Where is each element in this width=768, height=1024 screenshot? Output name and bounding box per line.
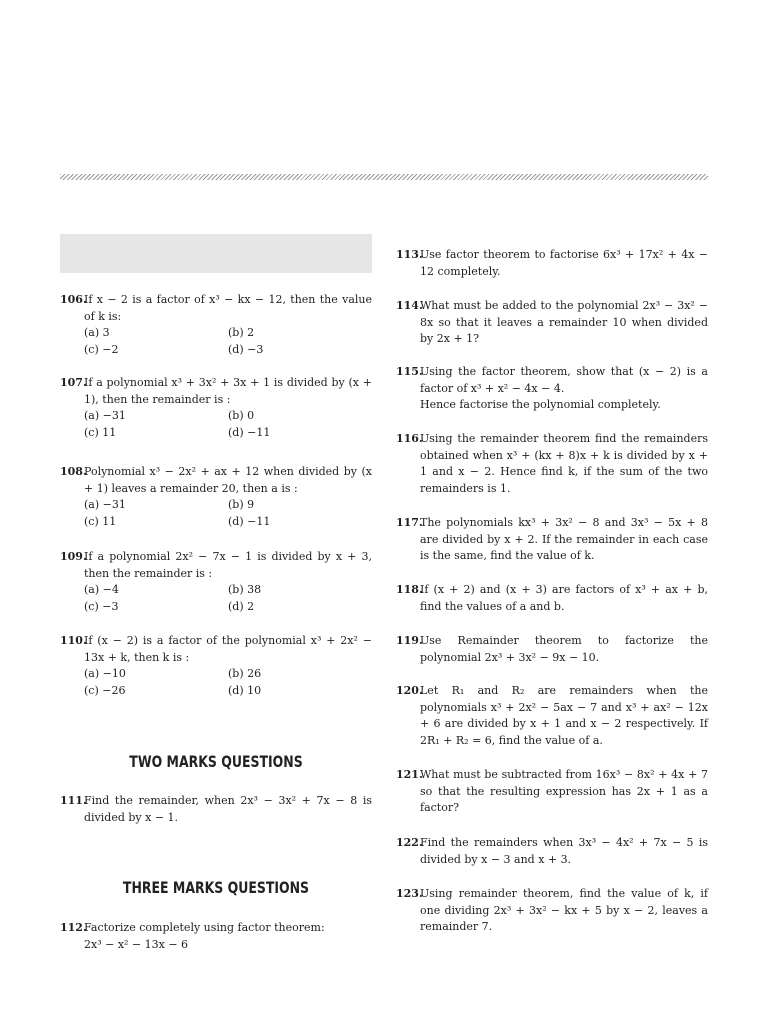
option-a: (a) 3: [84, 326, 110, 339]
question-text: What must be added to the polynomial 2x³ − 3x² − 8x so that it leaves a remainder 10 when divided by 2x + 1?: [420, 299, 708, 345]
question-number: 118.: [396, 583, 423, 596]
section-heading-two-marks: TWO MARKS QUESTIONS: [129, 752, 303, 771]
question-text: Factorize completely using factor theorem:: [84, 921, 325, 934]
question-number: 113.: [396, 248, 423, 261]
option-d: (d) 10: [228, 683, 262, 697]
question-number: 117.: [396, 516, 423, 529]
question-text: Using remainder theorem, find the value of k, if one dividing 2x³ + 3x² − kx + 5 by x − 2, leaves a remainder 7.: [420, 887, 708, 933]
question-text: Find the remainders when 3x³ − 4x² + 7x − 5 is divided by x − 3 and x + 3.: [420, 836, 708, 866]
option-c: (c) 11: [84, 514, 117, 528]
option-c: (c) −2: [84, 342, 119, 356]
section-header-box: [60, 234, 372, 273]
question-number: 116.: [396, 432, 423, 445]
question-number: 114.: [396, 299, 423, 312]
options: [84, 408, 372, 441]
question-followup: Hence factorise the polynomial completely.: [420, 398, 661, 411]
options: [84, 582, 372, 615]
option-a: (a) −4: [84, 583, 119, 596]
question-number: 106.: [60, 293, 87, 306]
question-text: Use Remainder theorem to factorize the polynomial 2x³ + 3x² − 9x − 10.: [420, 634, 708, 664]
question-number: 120.: [396, 684, 423, 697]
question-text: If (x − 2) is a factor of the polynomial x³ + 2x² − 13x + k, then k is :: [84, 634, 372, 664]
option-b: (b) 0: [228, 409, 255, 422]
question-number: 112.: [60, 921, 87, 934]
question-number: 121.: [396, 768, 423, 781]
option-d: (d) −3: [228, 342, 264, 356]
question-number: 123.: [396, 887, 423, 900]
option-d: (d) 2: [228, 599, 255, 613]
option-d: (d) −11: [228, 514, 271, 528]
section-heading-three-marks: THREE MARKS QUESTIONS: [122, 878, 310, 897]
option-c: (c) 11: [84, 425, 117, 439]
question-number: 110.: [60, 634, 87, 647]
option-c: (c) −26: [84, 683, 126, 697]
question-expression: 2x³ − x² − 13x − 6: [84, 937, 189, 951]
question-number: 122.: [396, 836, 423, 849]
question-text: If (x + 2) and (x + 3) are factors of x³ + ax + b, find the values of a and b.: [420, 583, 708, 613]
question-text: Polynomial x³ − 2x² + ax + 12 when divided by (x + 1) leaves a remainder 20, then a is :: [84, 465, 372, 495]
options: [84, 497, 372, 530]
question-text: The polynomials kx³ + 3x² − 8 and 3x³ − 5x + 8 are divided by x + 2. If the remainder in each case is the same, find the value of k.: [420, 516, 708, 562]
question-text: Find the remainder, when 2x³ − 3x² + 7x − 8 is divided by x − 1.: [84, 794, 372, 824]
options: [84, 325, 372, 358]
question-text: Use factor theorem to factorise 6x³ + 17x² + 4x − 12 completely.: [420, 248, 708, 278]
option-b: (b) 38: [228, 583, 262, 596]
option-d: (d) −11: [228, 425, 271, 439]
question-number: 119.: [396, 634, 423, 647]
question-number: 111.: [60, 794, 87, 807]
option-c: (c) −3: [84, 599, 119, 613]
options: [84, 666, 372, 699]
question-number: 108.: [60, 465, 87, 478]
question-number: 107.: [60, 376, 87, 389]
option-b: (b) 26: [228, 667, 262, 680]
option-b: (b) 9: [228, 498, 255, 511]
question-text: What must be subtracted from 16x³ − 8x² + 4x + 7 so that the resulting expression has 2x + 1 as a factor?: [420, 768, 708, 814]
question-text: Using the remainder theorem find the remainders obtained when x³ + (kx + 8)x + k is divided by x + 1 and x − 2. Hence find k, if the sum of the two remainders is 1.: [420, 432, 708, 495]
option-a: (a) −31: [84, 409, 126, 422]
option-a: (a) −10: [84, 667, 126, 680]
question-text: Using the factor theorem, show that (x − 2) is a factor of x³ + x² − 4x − 4.: [420, 365, 708, 395]
question-text: If x − 2 is a factor of x³ − kx − 12, then the value of k is:: [84, 293, 372, 323]
question-text: Let R₁ and R₂ are remainders when the polynomials x³ + 2x² − 5ax − 7 and x³ + ax² − 12x + 6 are divided by x + 1 and x − 2 respectively. If 2R₁ + R₂ = 6, find the value of a.: [420, 684, 708, 747]
question-number: 109.: [60, 550, 87, 563]
question-text: If a polynomial x³ + 3x² + 3x + 1 is divided by (x + 1), then the remainder is :: [84, 376, 372, 406]
option-b: (b) 2: [228, 326, 255, 339]
decorative-divider: [60, 174, 708, 180]
question-number: 115.: [396, 365, 423, 378]
question-text: If a polynomial 2x² − 7x − 1 is divided by x + 3, then the remainder is :: [84, 550, 372, 580]
option-a: (a) −31: [84, 498, 126, 511]
